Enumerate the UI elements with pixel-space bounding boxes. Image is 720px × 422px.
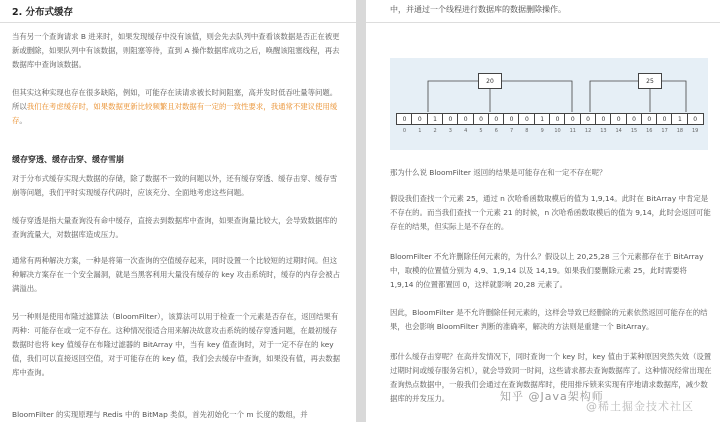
paragraph-bloomfilter-principle: BloomFilter 的实现原理与 Redis 中的 BitMap 类似，首先初始化一个 m 长度的数组，并 (12, 410, 308, 419)
paragraph-no-delete: BloomFilter 不允许删除任何元素的，为什么？假设以上 20,25,28 三个元素都存在于 BitArray 中，取模的位置值分别为 4,9、1,9,14 以及 14,19。如果我们要删除元素 25，此时需要将 1,9,14 的位置都置回 0，这样就影响 20,28 元素了。 (390, 252, 704, 289)
bit-index: 10 (554, 128, 561, 134)
bit-index: 19 (692, 128, 699, 134)
paragraph-text: 。 (19, 116, 27, 125)
bit-index: 1 (418, 128, 422, 134)
paragraph-solution-one: 通常有两种解决方案，一种是将第一次查询的空值缓存起来，同时设置一个比较短的过期时间。但这种解决方案存在一个安全漏洞，就是当黑客利用大量没有缓存的 key 攻击系统时，缓存的内存会被占满溢出。 (12, 256, 341, 293)
bit-cell: 0 (641, 113, 658, 125)
paragraph-cache-problems: 对于分布式缓存实现大数据的存储，除了数据不一致的问题以外，还有缓存穿透、缓存击穿、缓存雪崩等问题，我们平时实现缓存代码时，应该充分、全面地考虑这些问题。 (12, 174, 338, 197)
bit-index: 13 (600, 128, 607, 134)
bit-index: 16 (646, 128, 653, 134)
paragraph-example-lookup: 假设我们查找一个元素 25，通过 n 次哈希函数取模后的值为 1,9,14。此时在 BitArray 中肯定是不存在的。而当我们查找一个元素 21 的时候，n 次哈希函数取模后的值为 9,14，此时会返回可能存在的结果，但实际上是不存在的。 (390, 194, 711, 231)
paragraph-cache-penetration: 缓存穿透是指大量查询没有命中缓存，直接去到数据库中查询，如果查询量比较大，会导致数据库的查询流量大，对数据库造成压力。 (12, 216, 338, 239)
bit-cell: 1 (671, 113, 688, 125)
hash-arrows (390, 58, 708, 150)
right-page (366, 0, 720, 422)
bit-index: 11 (569, 128, 576, 134)
left-page-header-bar (0, 0, 356, 23)
subsection-heading: 缓存穿透、缓存击穿、缓存雪崩 (12, 155, 124, 164)
paragraph-why-maybe: 那为什么说 BloomFilter 返回的结果是可能存在和一定不存在呢？ (390, 168, 607, 177)
paragraph-cache-drawbacks (12, 86, 342, 128)
bit-index: 5 (479, 128, 483, 134)
bit-cell: 0 (626, 113, 643, 125)
section-heading: 2. 分布式缓存 (12, 7, 74, 18)
bit-index: 8 (525, 128, 529, 134)
hash-box-25: 25 (638, 73, 662, 89)
page-gutter (356, 0, 366, 422)
bit-cell: 0 (503, 113, 520, 125)
bit-index: 12 (584, 128, 592, 134)
bit-index: 15 (630, 128, 638, 134)
bit-cell: 1 (427, 113, 444, 125)
bit-cell: 0 (549, 113, 566, 125)
bit-cell: 0 (442, 113, 459, 125)
paragraph-bloomfilter: 另一种则是使用布隆过滤算法（BloomFilter），该算法可以用于检查一个元素是否存在，返回结果有两种：可能存在或一定不存在。这种情况很适合用来解决故意攻击系统的缓存穿透问题，在最初缓存数据时也将 key 值缓存在布隆过滤器的 BitArray 中，当有 key 值查询时，对于一定不存在的 key 值，我们可以直接返回空值，对于可能存在的 key 值，我们会去缓存中查询，如果没有值，再去数据库中查询。 (12, 312, 341, 377)
continued-text: 中，并通过一个线程进行数据库的数据删除操作。 (390, 5, 566, 14)
highlight-text: 我们在考虑缓存时，如果数据更新比较频繁且对数据有一定的一致性要求，我通常不建议使用缓存 (12, 102, 338, 125)
left-page (0, 0, 356, 422)
paragraph-queue-blocking: 当有另一个查询请求 B 进来时，如果发现缓存中没有该值，则会先去队列中查看该数据是否正在被更新或删除，如果队列中有该数据，则阻塞等待，直到 A 操作数据库成功之后，唤醒该阻塞线程，再去数据库中查询该数据。 (12, 32, 340, 69)
bit-index: 0 (402, 128, 407, 134)
hash-box-20: 20 (478, 73, 502, 89)
bit-index: 18 (676, 128, 684, 134)
paragraph-rebuild: 因此，BloomFilter 是不允许删除任何元素的，这样会导致已经删除的元素依然返回可能存在的结果，也会影响 BloomFilter 判断的准确率，解决的方法则是重建一个 BitArray。 (390, 308, 708, 331)
bit-cell: 0 (488, 113, 505, 125)
bit-cell: 0 (411, 113, 428, 125)
bit-cell: 0 (518, 113, 535, 125)
bit-cell: 0 (610, 113, 627, 125)
bit-cell: 0 (595, 113, 612, 125)
bit-cell: 0 (396, 113, 413, 125)
bit-index: 14 (615, 128, 622, 134)
bit-index: 2 (433, 128, 437, 134)
bit-index: 17 (661, 128, 668, 134)
paragraph-text: 但其实这种实现也存在很多缺陷，例如，可能存在读请求被长时间阻塞，高并发时低吞吐量等问题。所以 (12, 88, 338, 111)
right-page-header-bar (366, 0, 720, 23)
watermark-juejin: @稀土掘金技术社区 (586, 400, 694, 413)
bit-cell: 0 (580, 113, 597, 125)
paragraph-cache-breakdown: 那什么缓存击穿呢？在高并发情况下，同时查询一个 key 时，key 值由于某种原因突然失效（设置过期时间或缓存服务宕机），就会导致同一时间，这些请求都去查询数据库了。这种情况经常出现在查询热点数据中，一般我们会通过在查询数据库时，使用排斥锁来实现有序地请求数据库，减少数据库的并发压力。 (390, 352, 712, 403)
bit-cell: 0 (687, 113, 704, 125)
bit-cell: 0 (457, 113, 474, 125)
bloomfilter-diagram (390, 58, 708, 150)
bit-cell: 0 (473, 113, 490, 125)
bit-index: 9 (540, 128, 544, 134)
bit-index: 4 (464, 128, 468, 134)
bit-index: 6 (494, 128, 498, 134)
bit-cell: 0 (564, 113, 581, 125)
bit-index: 3 (448, 128, 452, 134)
bit-cell: 1 (534, 113, 551, 125)
watermark-zhihu: 知乎 @Java架构师 (500, 390, 604, 403)
bit-cell: 0 (656, 113, 673, 125)
bit-index: 7 (510, 128, 514, 134)
